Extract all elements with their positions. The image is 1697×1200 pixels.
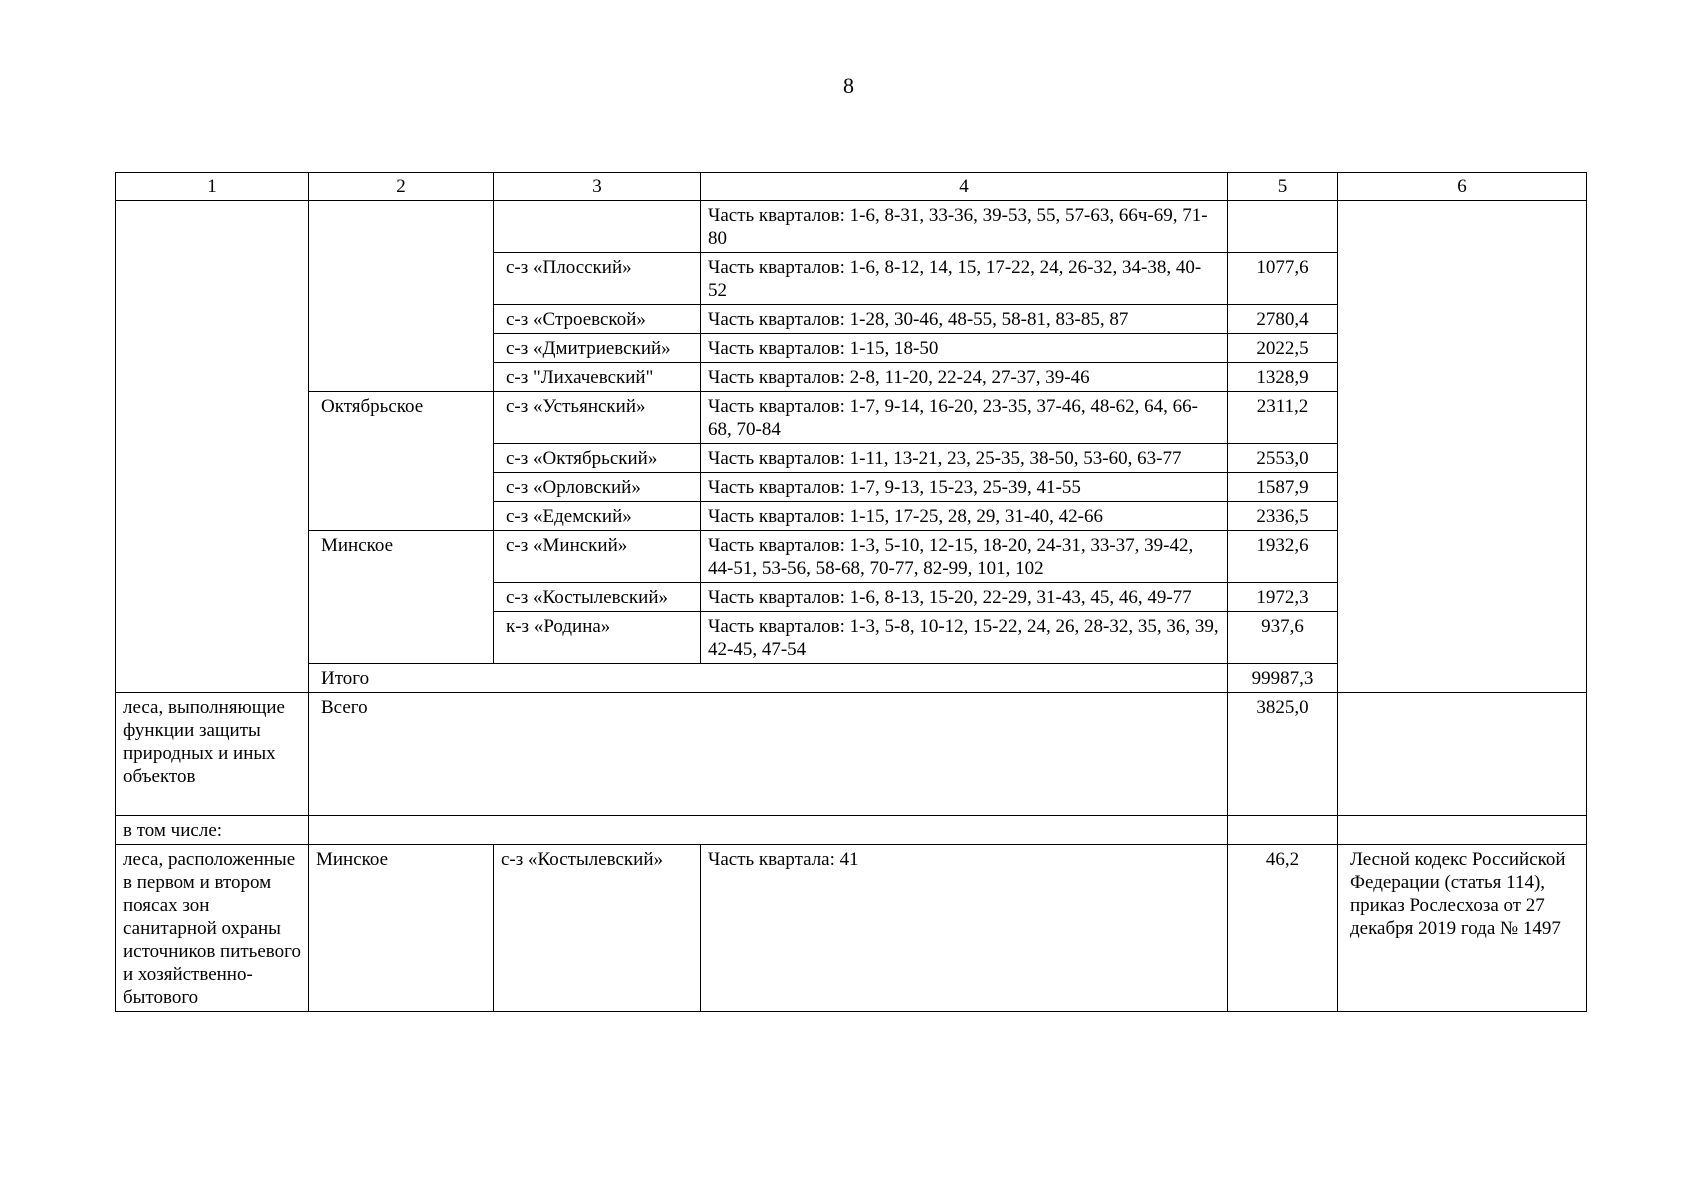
- page-number: 8: [843, 73, 854, 98]
- basis-cell: Лесной кодекс Российской Федерации (статья 114), приказ Рослесхоза от 27 декабря 2019 года № 1497: [1338, 845, 1587, 1012]
- table-header-row: [116, 173, 1587, 201]
- farm-cell: с-з «Едемский»: [494, 502, 701, 531]
- column-header: 5: [1228, 173, 1338, 201]
- quarters-cell: Часть кварталов: 1-11, 13-21, 23, 25-35, 38-50, 53-60, 63-77: [701, 444, 1228, 473]
- empty-cell: [1228, 816, 1338, 845]
- quarters-cell: Часть кварталов: 1-3, 5-8, 10-12, 15-22, 24, 26, 28-32, 35, 36, 39, 42-45, 47-54: [701, 612, 1228, 664]
- protective-row: [116, 693, 1587, 816]
- quarters-cell: Часть кварталов: 1-15, 18-50: [701, 334, 1228, 363]
- farm-cell: с-з «Дмитриевский»: [494, 334, 701, 363]
- farm-cell: [494, 201, 701, 253]
- forest-table: [115, 172, 1587, 1012]
- quarters-cell: Часть кварталов: 1-6, 8-31, 33-36, 39-53, 55, 57-63, 66ч-69, 71-80: [701, 201, 1228, 253]
- area-cell: [1228, 201, 1338, 253]
- area-cell: 2311,2: [1228, 392, 1338, 444]
- farm-cell: с-з «Строевской»: [494, 305, 701, 334]
- category-cell: леса, расположенные в первом и втором поясах зон санитарной охраны источников питьевого и хозяйственно-бытового: [116, 845, 309, 1012]
- farm-cell: с-з "Лихачевский": [494, 363, 701, 392]
- column-header: 6: [1338, 173, 1587, 201]
- category-cell: леса, выполняющие функции защиты природных и иных объектов: [116, 693, 309, 816]
- table-row: [116, 201, 1587, 253]
- including-row: [116, 816, 1587, 845]
- settlement-cell: Минское: [309, 845, 494, 1012]
- farm-cell: с-з «Плосский»: [494, 253, 701, 305]
- including-label: в том числе:: [116, 816, 309, 845]
- area-cell: 2336,5: [1228, 502, 1338, 531]
- farm-cell: с-з «Минский»: [494, 531, 701, 583]
- total-label: Итого: [309, 664, 1228, 693]
- farm-cell: с-з «Октябрьский»: [494, 444, 701, 473]
- quarters-cell: Часть кварталов: 1-3, 5-10, 12-15, 18-20, 24-31, 33-37, 39-42, 44-51, 53-56, 58-68, 70-77, 82-99, 101, 102: [701, 531, 1228, 583]
- area-cell: 1932,6: [1228, 531, 1338, 583]
- total-area: 3825,0: [1228, 693, 1338, 816]
- category-cell: [116, 201, 309, 693]
- quarters-cell: Часть кварталов: 1-6, 8-12, 14, 15, 17-22, 24, 26-32, 34-38, 40-52: [701, 253, 1228, 305]
- column-header: 1: [116, 173, 309, 201]
- farm-cell: с-з «Устьянский»: [494, 392, 701, 444]
- empty-cell: [1338, 816, 1587, 845]
- column-header: 4: [701, 173, 1228, 201]
- area-cell: 2022,5: [1228, 334, 1338, 363]
- settlement-cell: [309, 201, 494, 392]
- farm-cell: к-з «Родина»: [494, 612, 701, 664]
- column-header: 2: [309, 173, 494, 201]
- quarters-cell: Часть кварталов: 1-6, 8-13, 15-20, 22-29, 31-43, 45, 46, 49-77: [701, 583, 1228, 612]
- farm-cell: с-з «Костылевский»: [494, 583, 701, 612]
- basis-cell: [1338, 201, 1587, 693]
- settlement-cell: Минское: [309, 531, 494, 664]
- area-cell: 937,6: [1228, 612, 1338, 664]
- area-cell: 1587,9: [1228, 473, 1338, 502]
- quarters-cell: Часть кварталов: 1-28, 30-46, 48-55, 58-81, 83-85, 87: [701, 305, 1228, 334]
- total-label: Всего: [309, 693, 1228, 816]
- quarters-cell: Часть кварталов: 2-8, 11-20, 22-24, 27-37, 39-46: [701, 363, 1228, 392]
- area-cell: 1972,3: [1228, 583, 1338, 612]
- farm-cell: с-з «Орловский»: [494, 473, 701, 502]
- quarters-cell: Часть кварталов: 1-7, 9-13, 15-23, 25-39, 41-55: [701, 473, 1228, 502]
- area-cell: 1328,9: [1228, 363, 1338, 392]
- quarters-cell: Часть кварталов: 1-15, 17-25, 28, 29, 31-40, 42-66: [701, 502, 1228, 531]
- area-cell: 1077,6: [1228, 253, 1338, 305]
- sanitary-row: [116, 845, 1587, 1012]
- farm-cell: с-з «Костылевский»: [494, 845, 701, 1012]
- column-header: 3: [494, 173, 701, 201]
- total-area: 99987,3: [1228, 664, 1338, 693]
- basis-cell: [1338, 693, 1587, 816]
- empty-cell: [309, 816, 1228, 845]
- area-cell: 2780,4: [1228, 305, 1338, 334]
- area-cell: 46,2: [1228, 845, 1338, 1012]
- settlement-cell: Октябрьское: [309, 392, 494, 531]
- quarters-cell: Часть квартала: 41: [701, 845, 1228, 1012]
- quarters-cell: Часть кварталов: 1-7, 9-14, 16-20, 23-35, 37-46, 48-62, 64, 66-68, 70-84: [701, 392, 1228, 444]
- area-cell: 2553,0: [1228, 444, 1338, 473]
